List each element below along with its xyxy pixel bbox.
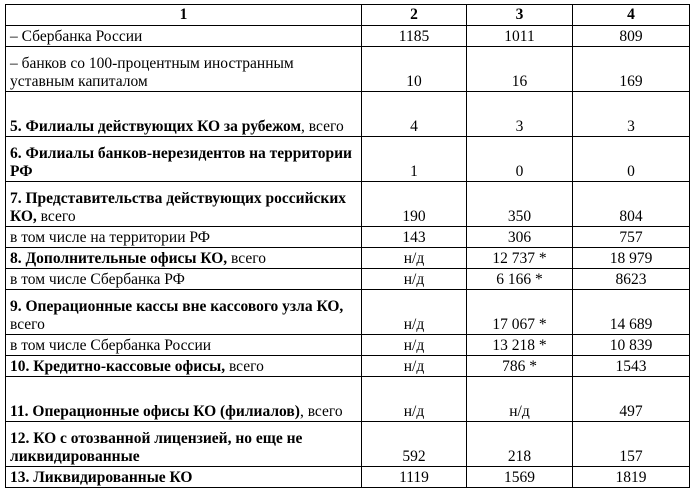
value-cell: 16 bbox=[467, 47, 573, 92]
value-cell: 10 839 bbox=[573, 335, 690, 356]
value-cell: 592 bbox=[362, 422, 467, 467]
value-cell: 1569 bbox=[467, 467, 573, 488]
value-cell: 0 bbox=[573, 137, 690, 182]
value-cell: 0 bbox=[467, 137, 573, 182]
value-cell: 1 bbox=[362, 137, 467, 182]
value-cell: 350 bbox=[467, 182, 573, 227]
value-cell: 13 218 * bbox=[467, 335, 573, 356]
value-cell: 1819 bbox=[573, 467, 690, 488]
table-row bbox=[6, 182, 690, 227]
value-cell: 3 bbox=[573, 92, 690, 137]
row-label: 6. Филиалы банков-нерезидентов на территории РФ bbox=[6, 137, 362, 182]
value-cell: н/д bbox=[362, 269, 467, 290]
row-label: 8. Дополнительные офисы КО, всего bbox=[6, 248, 362, 269]
value-cell: 143 bbox=[362, 227, 467, 248]
table-row bbox=[6, 137, 690, 182]
row-label: 11. Операционные офисы КО (филиалов), всего bbox=[6, 377, 362, 422]
table-row bbox=[6, 269, 690, 290]
value-cell: 804 bbox=[573, 182, 690, 227]
table-row bbox=[6, 92, 690, 137]
value-cell: 12 737 * bbox=[467, 248, 573, 269]
row-label: 9. Операционные кассы вне кассового узла КО, всего bbox=[6, 290, 362, 335]
table-row bbox=[6, 356, 690, 377]
table-row bbox=[6, 422, 690, 467]
row-label: в том числе Сбербанка РФ bbox=[6, 269, 362, 290]
value-cell: 218 bbox=[467, 422, 573, 467]
value-cell: 3 bbox=[467, 92, 573, 137]
row-label: 5. Филиалы действующих КО за рубежом, всего bbox=[6, 92, 362, 137]
value-cell: 757 bbox=[573, 227, 690, 248]
value-cell: 1543 bbox=[573, 356, 690, 377]
value-cell: н/д bbox=[362, 356, 467, 377]
value-cell: 1011 bbox=[467, 26, 573, 47]
table-row bbox=[6, 290, 690, 335]
header-row bbox=[6, 5, 690, 26]
value-cell: н/д bbox=[362, 290, 467, 335]
value-cell: н/д bbox=[362, 248, 467, 269]
row-label: 7. Представительства действующих российских КО, всего bbox=[6, 182, 362, 227]
table-row bbox=[6, 227, 690, 248]
value-cell: 18 979 bbox=[573, 248, 690, 269]
value-cell: 169 bbox=[573, 47, 690, 92]
value-cell: 786 * bbox=[467, 356, 573, 377]
row-label: 12. КО с отозванной лицензией, но еще не ликвидированные bbox=[6, 422, 362, 467]
row-label: – Сбербанка России bbox=[6, 26, 362, 47]
table-row bbox=[6, 248, 690, 269]
table-row bbox=[6, 377, 690, 422]
header-cell: 4 bbox=[573, 5, 690, 26]
table-row bbox=[6, 47, 690, 92]
value-cell: 4 bbox=[362, 92, 467, 137]
value-cell: 14 689 bbox=[573, 290, 690, 335]
value-cell: н/д bbox=[467, 377, 573, 422]
value-cell: 190 bbox=[362, 182, 467, 227]
row-label: в том числе Сбербанка России bbox=[6, 335, 362, 356]
statistics-table bbox=[5, 4, 690, 488]
table-row bbox=[6, 467, 690, 488]
value-cell: 157 bbox=[573, 422, 690, 467]
row-label: – банков со 100-процентным иностранным уставным капиталом bbox=[6, 47, 362, 92]
value-cell: н/д bbox=[362, 335, 467, 356]
value-cell: 8623 bbox=[573, 269, 690, 290]
value-cell: н/д bbox=[362, 377, 467, 422]
value-cell: 497 bbox=[573, 377, 690, 422]
value-cell: 306 bbox=[467, 227, 573, 248]
value-cell: 1185 bbox=[362, 26, 467, 47]
value-cell: 6 166 * bbox=[467, 269, 573, 290]
row-label: 13. Ликвидированные КО bbox=[6, 467, 362, 488]
table-row bbox=[6, 26, 690, 47]
header-cell: 2 bbox=[362, 5, 467, 26]
value-cell: 10 bbox=[362, 47, 467, 92]
row-label: 10. Кредитно-кассовые офисы, всего bbox=[6, 356, 362, 377]
row-label: в том числе на территории РФ bbox=[6, 227, 362, 248]
header-cell: 1 bbox=[6, 5, 362, 26]
value-cell: 17 067 * bbox=[467, 290, 573, 335]
header-cell: 3 bbox=[467, 5, 573, 26]
value-cell: 809 bbox=[573, 26, 690, 47]
value-cell: 1119 bbox=[362, 467, 467, 488]
table-row bbox=[6, 335, 690, 356]
